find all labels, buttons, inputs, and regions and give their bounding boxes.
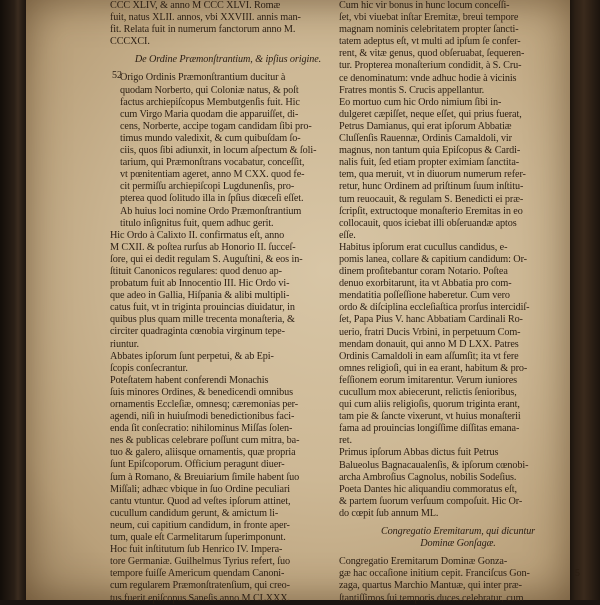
text-line: Petrus Damianus, qui erat ipſorum Abbatiæ: [339, 120, 512, 132]
text-line: Hoc fuit inſtitutum ſub Henrico IV. Impera-: [110, 544, 283, 556]
text-line: quibus plus quam mille trecenta monaſteria, &: [110, 314, 295, 326]
text-line: que adeo in Gallia, Hiſpania & alibi multipli-: [110, 290, 290, 302]
text-line: tum, quale eſt Carmelitarum ſuperimponunt.: [110, 532, 286, 544]
text-line: cens, Norberte, accipe togam candidam ſibi pro-: [120, 120, 312, 132]
text-line: mendam donauit, qui anno M D LXX. Patres: [339, 338, 519, 350]
text-line: M CXII. & poſtea rurſus ab Honorio II. ſucceſ-: [110, 241, 296, 253]
text-line: do cœpit ſub annum ML.: [339, 507, 439, 519]
text-line: qui cum aliis religioſis, quorum triginta erant,: [339, 399, 520, 411]
text-line: ſcopis conſecrantur.: [110, 362, 188, 374]
section-heading-gonzaga: [339, 526, 577, 550]
text-line: vt pœnitentiam ageret, anno M CXX. quod fe-: [120, 169, 305, 181]
text-line: tatem adeptus eſt, vt multi ad ipſum ſe confer-: [339, 36, 521, 48]
text-line: retur, hunc Ordinem ad priſtinum ſuum inſtitu-: [339, 181, 524, 193]
text-line: ciis, quos ſibi adiunxit, in locum aſpectum & ſoli-: [120, 145, 317, 157]
paragraph-habit: [339, 242, 577, 448]
text-line: ſunt Epiſcoporum. Officium peragunt diuer-: [110, 459, 285, 471]
text-line: tuo & galero, aliisque ornamentis, quæ propria: [110, 447, 296, 459]
text-line: ſum à Romano, & Breuiarium ſimile habent ſuo: [110, 471, 300, 483]
text-line: pterea quod ſolitudo illa in ſpſius diœceſi eſſet.: [120, 193, 304, 205]
text-line: agendi, niſi in huiuſmodi benedictionibus faci-: [110, 411, 295, 423]
text-line: Congregatio Eremitarum Dominæ Gonza-: [339, 556, 508, 568]
text-line: & partem ſuorum verſuum compoſuit. Hic Or-: [339, 495, 523, 507]
text-line: cum regularem Præmonſtratenſium, qui creo-: [110, 580, 290, 592]
left-opening-lines: [110, 0, 346, 48]
text-line: titulo inſignitus fuit, quem adhuc gerit.: [120, 217, 274, 229]
text-line: nalis fuit, ſed etiam propter eximiam ſanctita-: [339, 157, 520, 169]
text-line: neum, cui capitium candidum, in fronte aper-: [110, 519, 290, 531]
text-line: ordo & diſciplina eccleſiaſtica prorſus intercidiſ-: [339, 302, 530, 314]
text-line: tur. Propterea monaſterium condidit, à S. Cru-: [339, 60, 522, 72]
text-line: circiter quadraginta cœnobia virginum tepe-: [110, 326, 285, 338]
text-line: tarium, qui Præmonſtrans vocabatur, conceſſit,: [120, 157, 305, 169]
text-line: catus fuit, vt in triginta prouincias diuidatur, in: [110, 302, 295, 314]
text-line: Cluſſenſis Rauennæ, Ordinis Camaldoli, vir: [339, 133, 512, 145]
margin-number: 52: [112, 70, 122, 81]
text-line: ſuis minores Ordines, & benedicendi omnibus: [110, 386, 294, 398]
text-line: omnes religioſi, qui in ea erant, habitum & pro-: [339, 362, 528, 374]
text-line: collocauit, quos iciebat illi obſeruandæ aptos: [339, 217, 517, 229]
right-column: [339, 0, 577, 605]
text-line: Miſſali; adhæc vbique in ſuo Ordine peculiari: [110, 483, 290, 495]
text-line: feſſionem eorum imitarentur. Verum iuniores: [339, 374, 517, 386]
text-line: Primus ipſorum Abbas dictus fuit Petrus: [339, 447, 499, 459]
paragraph-gonzaga: [339, 556, 577, 604]
text-line: cucullum candidum gerunt, & amictum li-: [110, 507, 279, 519]
text-line: archa Ambroſius Cagnolus, nobilis Sodeſius.: [339, 471, 517, 483]
text-line: ſet, vbi viuebat inſtar Eremitæ, breui tempore: [339, 12, 519, 24]
text-line: Balueolus Bagnacaualenſis, & ipſorum cœnobi-: [339, 459, 529, 471]
text-line: tam pie & ſancte vixerunt, vt huius monaſterii: [339, 411, 521, 423]
text-line: magnus, non tantum quia Epiſcopus & Cardi-: [339, 145, 521, 157]
paragraph-hermit: [339, 0, 577, 97]
text-line: CCCXCI.: [110, 36, 150, 48]
text-line: eſſe.: [339, 229, 356, 241]
text-line: ſcripſit, extructoque monaſterio Eremitas in eo: [339, 205, 523, 217]
text-line: tus fuerit epiſcopus Saneſis anno M CLXXX.: [110, 592, 291, 604]
text-line: cucullum mox abiecerunt, relictis ſenioribus,: [339, 387, 517, 398]
text-line: magnam nominis celebritatem propter ſancti-: [339, 24, 519, 36]
text-line: Ab huius loci nomine Ordo Præmonſtrantium: [120, 205, 302, 217]
scanned-book-page: [26, 0, 580, 604]
text-line: Origo Ordinis Præmonſtrantium ducitur à: [120, 72, 286, 84]
text-line: cit permiſſu archiepiſcopi Lugdunenſis, pro-: [120, 181, 295, 193]
text-line: ſore, qui ei dedit regulam S. Auguſtini, & eos in-: [110, 253, 303, 265]
text-line: Abbates ipſorum ſunt perpetui, & ab Epi-: [110, 350, 274, 362]
text-line: nes & publicas celebrare poſſunt cum mitra, ba-: [110, 435, 300, 447]
text-line: ornamentis Eccleſiæ, omnesq; cæremonias per-: [110, 399, 299, 410]
section-heading-premonstratensians: De Ordine Præmonſtrantium, & ipſius origine.: [134, 54, 322, 66]
text-line: probatum fuit ab Innocentio III. Hic Ordo vi-: [110, 278, 290, 290]
text-line: Dominæ Gonſagæ.: [420, 538, 496, 550]
text-line: rent, & vitæ genus, quod obſeruabat, ſequeren-: [339, 48, 525, 60]
text-line: timus mundo valedixit, & cum quibuſdam ſo-: [120, 132, 301, 144]
text-line: Hic Ordo à Calixto II. confirmatus eſt, anno: [110, 229, 285, 241]
text-line: fuit, natus XLII. annos, vbi XXVIII. annis man-: [110, 12, 301, 24]
text-line: Cum hic vir bonus in hunc locum conceſſi-: [339, 0, 510, 11]
text-line: cantu vtuntur. Quod ad veſtes ipſorum attinet,: [110, 495, 291, 507]
paragraph-first-abbot: [339, 447, 577, 520]
text-line: tore Germaniæ. Guilhelmus Tyrius refert, ſuo: [110, 556, 291, 568]
text-line: ſtituit Canonicos regulares: quod denuo ap-: [110, 265, 282, 277]
text-line: riuntur.: [110, 338, 139, 350]
left-column: [110, 0, 346, 605]
text-line: tempore fuiſſe Americum quendam Canoni-: [110, 568, 285, 580]
text-line: mendatitia poſſeſſione haberetur. Cum vero: [339, 290, 510, 302]
paragraph-abbots: [110, 351, 346, 375]
text-line: gæ hac occaſione initium cepit. Franciſcus Gon-: [339, 568, 530, 580]
text-line: tem, qua meruit, vt in diuorum numerum refer-: [339, 169, 526, 181]
text-line: tum reuocauit, & regulam S. Benedicti ei præ-: [339, 193, 524, 205]
text-line: ce denominatum: vnde adhuc hodie à vicinis: [339, 72, 517, 84]
side-number: 5: [575, 568, 580, 579]
text-line: cum Virgo Maria quodam die apparuiſſet, di-: [120, 108, 299, 120]
text-line: Ordinis Camaldoli in eam aſſumſit; ita vt fere: [339, 350, 519, 362]
text-line: dulgeret cæpiſſet, neque eſſet, qui prius fuerat,: [339, 108, 522, 120]
text-line: dinem proſitebantur coram Notario. Poſtea: [339, 266, 508, 278]
text-line: quodam Norberto, qui Coloniæ natus, & poſt: [120, 84, 299, 96]
text-line: ſtantiſſimos ſui temporis duces celebratur, cum: [339, 592, 524, 604]
text-line: denuo exorbitarunt, ita vt Abbatia pro com-: [339, 278, 512, 290]
text-line: fit. Relata fuit in numerum fanctorum anno M.: [110, 24, 296, 36]
text-line: uerio, fratri Ducis Vrbini, in perpetuum Com-: [339, 326, 521, 338]
text-line: Congregatio Eremitarum, qui dicuntur: [380, 526, 536, 538]
text-line: Fratres montis S. Crucis appellantur.: [339, 84, 485, 96]
text-line: Poteſtatem habent conferendi Monachis: [110, 374, 269, 386]
paragraph-powers: [110, 375, 346, 544]
paragraph-confirmation: [110, 230, 346, 351]
text-line: Habitus ipſorum erat cucullus candidus, e-: [339, 241, 508, 253]
text-line: Poeta Dantes hic aliquandiu commoratus eſt,: [339, 483, 517, 495]
text-line: pomis lanea, collare & capitium candidum: Or-: [339, 253, 527, 265]
text-line: CCC XLIV, & anno M CCC XLVI. Romæ: [110, 0, 281, 11]
text-line: zaga, quartus Marchio Mantuæ, qui inter præ-: [339, 580, 522, 592]
text-line: ſet, Papa Pius V. hanc Abbatiam Cardinali Ro-: [339, 314, 523, 326]
text-line: fama ad prouincias longiſſime diſſitas emana-: [339, 423, 520, 435]
paragraph-origin: [110, 72, 346, 229]
paragraph-reform: [339, 97, 577, 242]
paragraph-institution: [110, 544, 346, 604]
text-line: ret.: [339, 435, 352, 447]
text-line: enda ſit conſecratio: nihilominus Miſſas ſolen-: [110, 423, 293, 435]
text-line: factus archiepiſcopus Membutgenſis fuit. Hic: [120, 96, 300, 108]
text-line: Eo mortuo cum hic Ordo nimium ſibi in-: [339, 96, 502, 108]
